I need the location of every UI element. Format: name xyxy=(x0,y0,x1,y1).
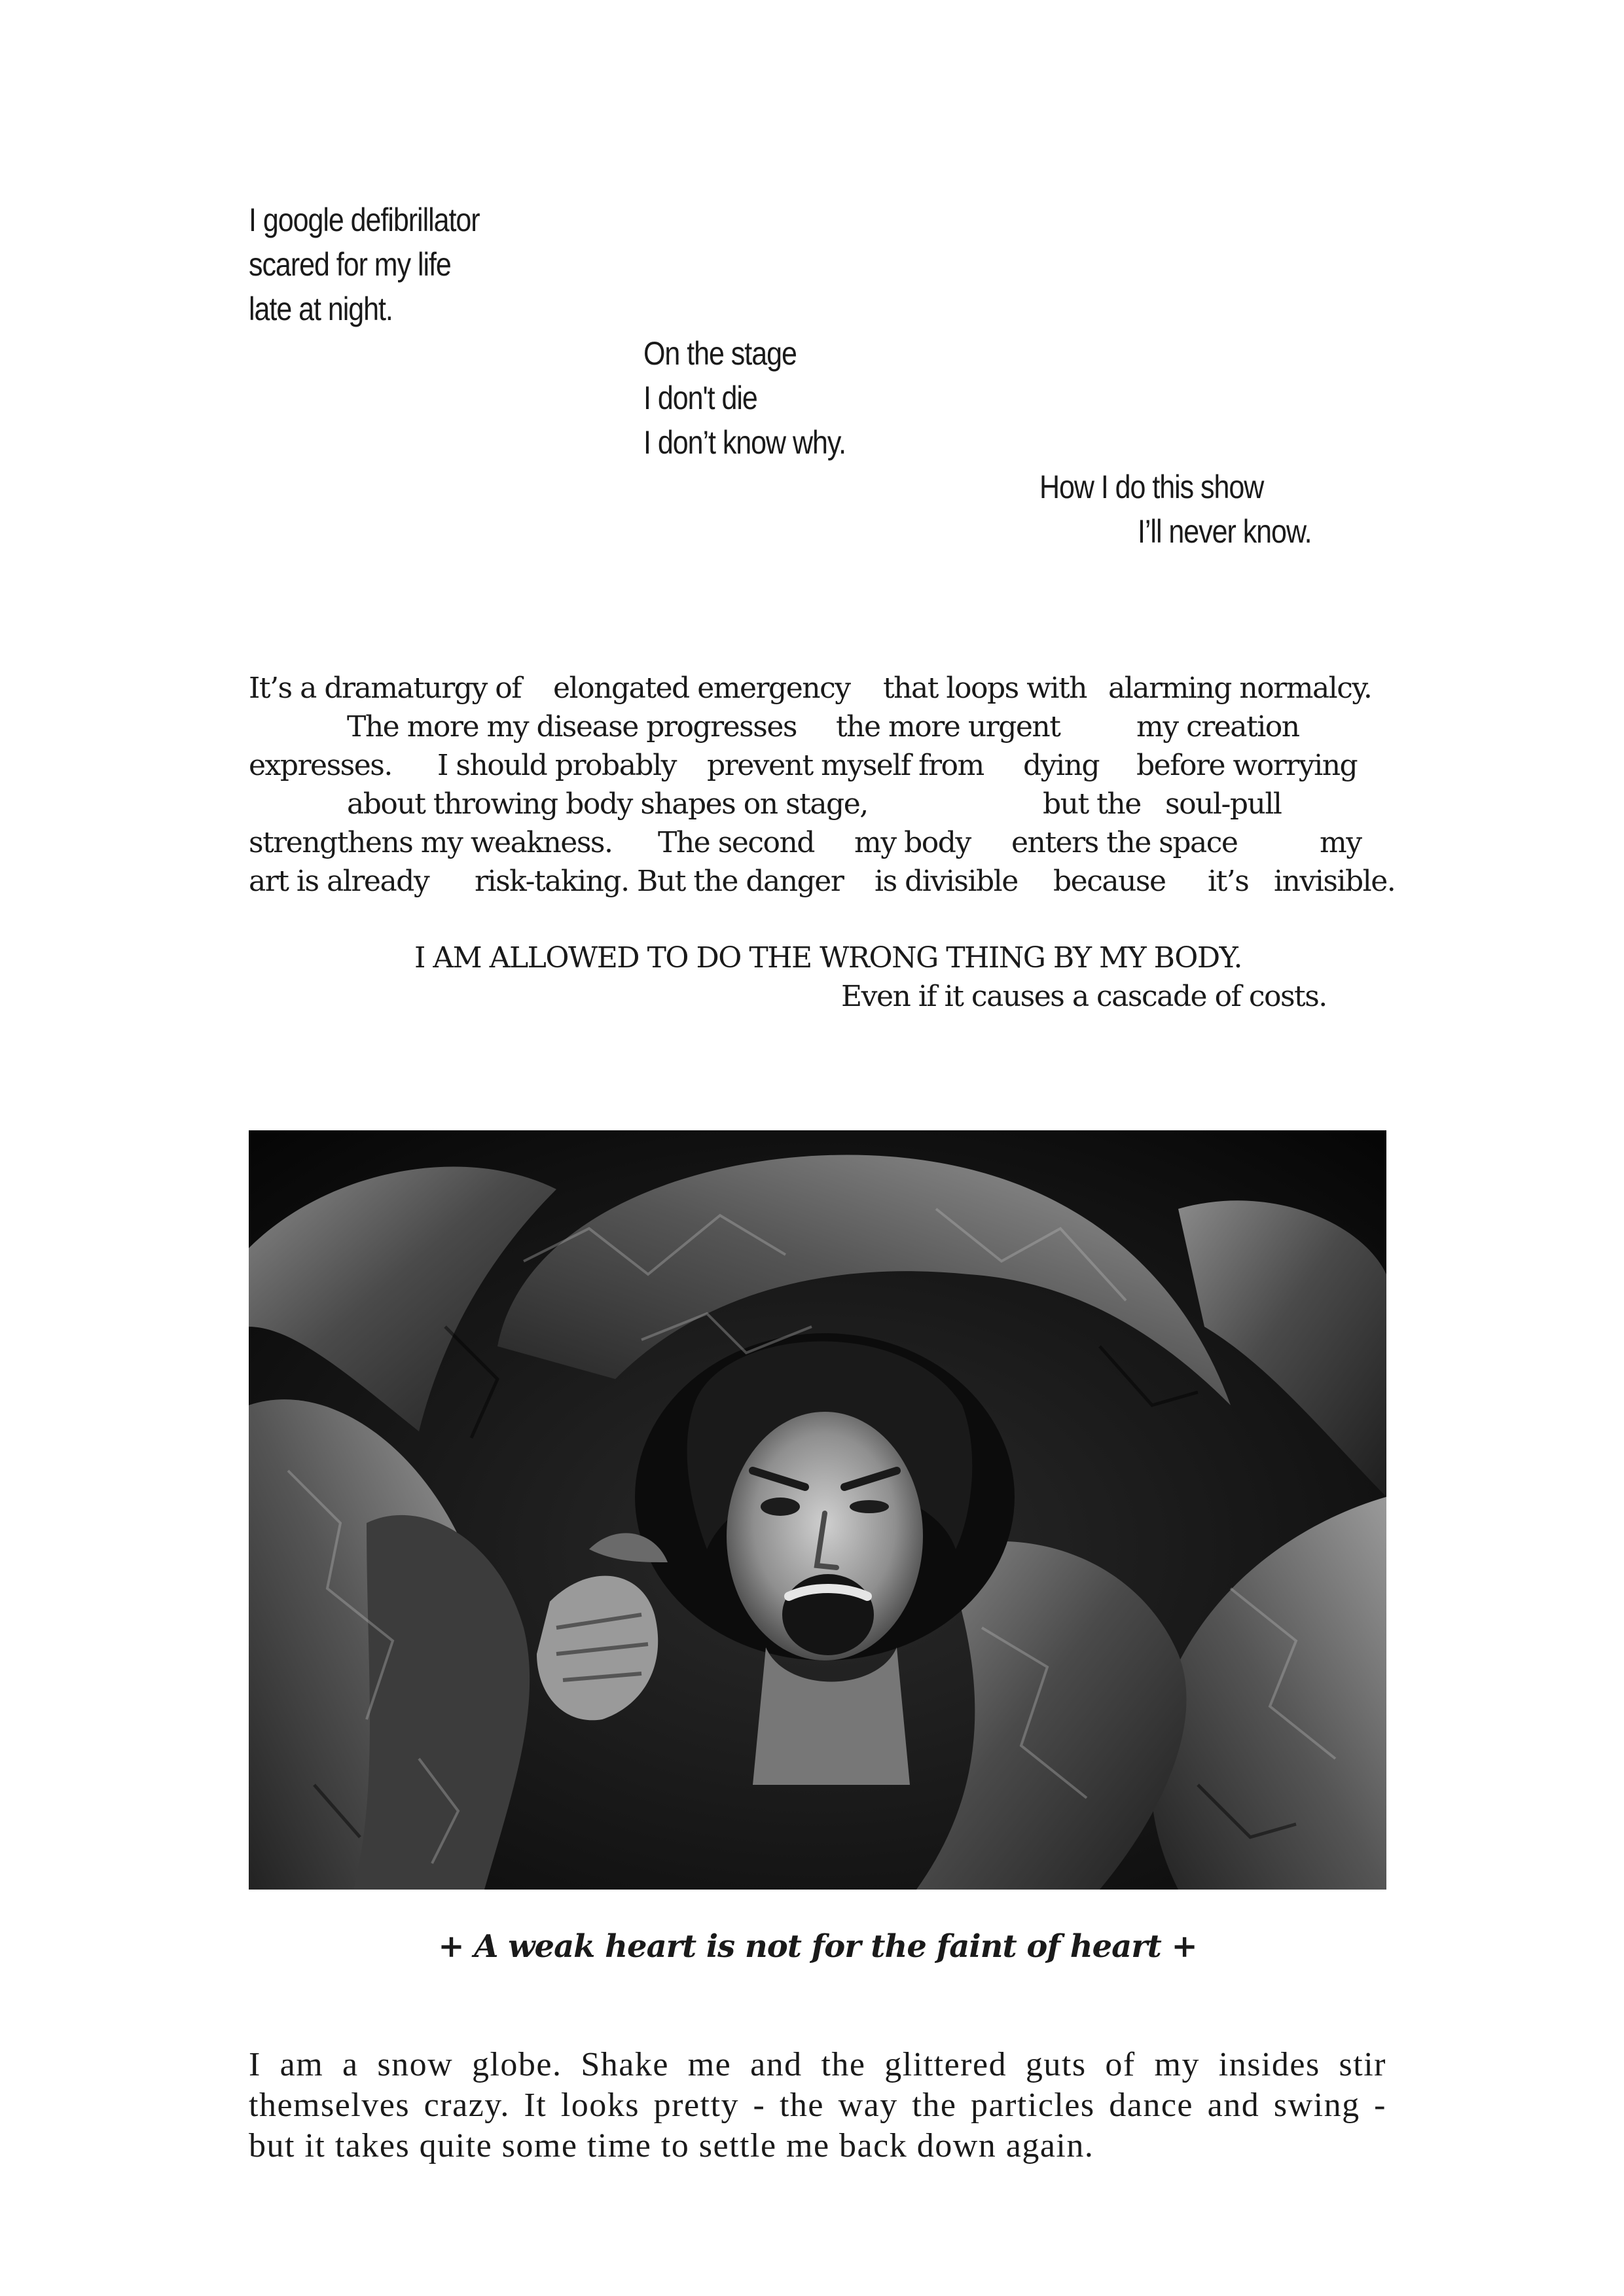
prose-fragment: risk-taking. xyxy=(475,865,629,898)
poem-line: I don’t know why. xyxy=(643,424,846,461)
prose-line xyxy=(249,669,1386,708)
poem-line: How I do this show xyxy=(1039,469,1264,505)
prose-line xyxy=(249,862,1396,901)
prose-fragment: enters the space xyxy=(1011,826,1238,859)
poem-line: I don't die xyxy=(643,380,757,416)
prose-fragment: It’s a dramaturgy of xyxy=(249,672,522,705)
poem-line: I google defibrillator xyxy=(249,202,480,238)
performance-photo xyxy=(249,1130,1386,1890)
prose-fragment: elongated emergency xyxy=(553,672,850,705)
prose-fragment: strengthens my weakness. xyxy=(249,826,613,859)
prose-fragment: because xyxy=(1053,865,1166,898)
photo-caption: + A weak heart is not for the faint of heart + xyxy=(438,1928,1197,1965)
prose-fragment: dying xyxy=(1023,749,1100,782)
prose-fragment: that loops with xyxy=(883,672,1087,705)
closing-line: but it takes quite some time to settle me back down again. xyxy=(249,2127,1094,2164)
poem-line: scared for my life xyxy=(249,246,451,283)
prose-line xyxy=(249,746,1386,785)
prose-fragment: expresses. xyxy=(249,749,392,782)
prose-fragment: it’s xyxy=(1208,865,1249,898)
prose-fragment: The more my disease progresses xyxy=(347,710,797,744)
poem-line: late at night. xyxy=(249,291,393,327)
prose-fragment: art is already xyxy=(249,865,429,898)
prose-fragment: alarming normalcy. xyxy=(1108,672,1372,705)
prose-fragment: soul-pull xyxy=(1165,787,1282,821)
prose-fragment: my xyxy=(1320,826,1362,859)
prose-fragment: but the xyxy=(1043,787,1141,821)
prose-fragment: the more urgent xyxy=(836,710,1060,744)
prose-fragment: The second xyxy=(658,826,814,859)
prose-fragment: about throwing body shapes on stage, xyxy=(347,787,868,821)
closing-line: I am a snow globe. Shake me and the glittered guts of my insides stir xyxy=(249,2046,1386,2083)
prose-fragment: invisible. xyxy=(1274,865,1396,898)
emphasis-follow-up: Even if it causes a cascade of costs. xyxy=(841,980,1327,1013)
poem-line: I’ll never know. xyxy=(1138,513,1312,550)
poem-line: On the stage xyxy=(643,335,797,372)
prose-line xyxy=(249,785,1386,824)
prose-line xyxy=(249,823,1386,863)
closing-line: themselves crazy. It looks pretty - the way the particles dance and swing - xyxy=(249,2087,1386,2124)
prose-fragment: I should probably xyxy=(437,749,677,782)
prose-fragment: before worrying xyxy=(1136,749,1358,782)
prose-line xyxy=(249,708,1386,747)
prose-fragment: is divisible xyxy=(875,865,1018,898)
prose-fragment: my body xyxy=(854,826,971,859)
performance-photo-illustration xyxy=(249,1130,1386,1890)
prose-fragment: my creation xyxy=(1136,710,1299,744)
prose-fragment: prevent myself from xyxy=(707,749,984,782)
emphasis-statement: I AM ALLOWED TO DO THE WRONG THING BY MY BODY. xyxy=(414,941,1242,975)
prose-fragment: But the danger xyxy=(637,865,844,898)
